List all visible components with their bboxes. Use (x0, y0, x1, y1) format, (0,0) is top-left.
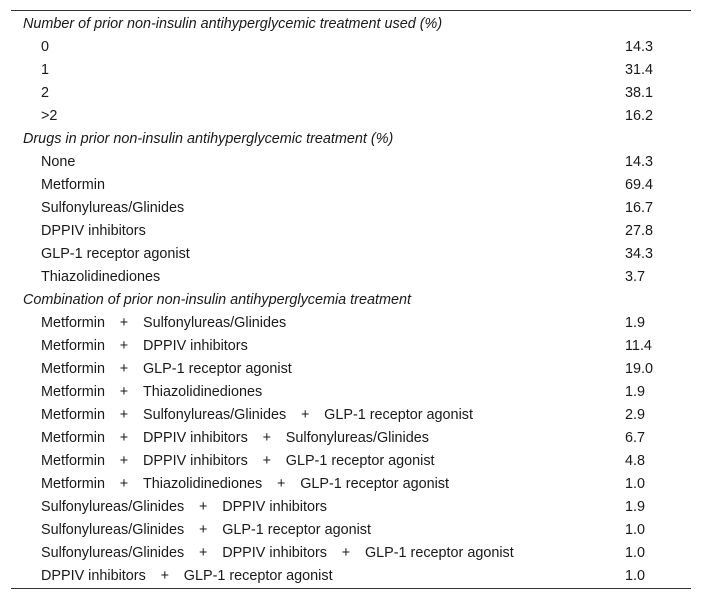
table-row (11, 404, 691, 427)
table-row (11, 151, 691, 174)
drug-name: GLP-1 receptor agonist (285, 453, 435, 469)
table-row (11, 266, 691, 289)
row-value: 1.0 (625, 568, 646, 584)
plus-separator: + (262, 430, 271, 446)
drug-name: GLP-1 receptor agonist (222, 522, 371, 538)
drug-name: GLP-1 receptor agonist (142, 361, 292, 377)
row-label (41, 312, 286, 335)
plus-separator: + (119, 315, 129, 331)
plus-separator: + (119, 384, 129, 400)
drug-name: Metformin (41, 407, 105, 423)
table-row (11, 335, 691, 358)
drug-name: GLP-1 receptor agonist (364, 545, 514, 561)
drug-name: Sulfonylureas/Glinides (41, 545, 185, 561)
section-header: Combination of prior non-insulin antihyperglycemia treatment (23, 292, 411, 308)
section-header: Number of prior non-insulin antihyperglycemic treatment used (%) (23, 16, 443, 32)
row-label: 1 (41, 62, 50, 78)
drug-name: Metformin (41, 476, 105, 492)
row-value: 2.9 (625, 407, 646, 423)
plus-separator: + (160, 568, 169, 584)
table-row (11, 496, 691, 519)
plus-separator: + (262, 453, 271, 469)
table-row (11, 197, 691, 220)
row-label (41, 496, 327, 519)
row-value: 14.3 (625, 39, 654, 55)
drug-name: Thiazolidinediones (142, 384, 263, 400)
drug-name: Metformin (41, 361, 105, 377)
row-value: 1.0 (625, 476, 646, 492)
table-row (11, 358, 691, 381)
drug-name: DPPIV inhibitors (222, 545, 327, 561)
row-label: Thiazolidinediones (41, 269, 161, 285)
row-value: 1.0 (625, 545, 646, 561)
plus-separator: + (119, 430, 129, 446)
row-value: 16.7 (625, 200, 654, 216)
row-value: 1.9 (625, 384, 646, 400)
row-label: None (41, 154, 76, 170)
drug-name: Metformin (41, 453, 105, 469)
row-value: 14.3 (625, 154, 654, 170)
row-value: 38.1 (625, 85, 654, 101)
table-row (11, 381, 691, 404)
drug-name: DPPIV inhibitors (142, 453, 248, 469)
drug-name: Metformin (41, 338, 105, 354)
table-row (11, 427, 691, 450)
row-label: 0 (41, 39, 50, 55)
row-value: 19.0 (625, 361, 654, 377)
row-label (41, 542, 514, 565)
row-label (41, 335, 248, 358)
drug-name: Sulfonylureas/Glinides (285, 430, 429, 446)
drug-name: Metformin (41, 315, 105, 331)
row-value: 1.9 (625, 499, 646, 515)
row-label (41, 404, 473, 427)
drug-name: DPPIV inhibitors (142, 430, 248, 446)
plus-separator: + (198, 522, 208, 538)
row-value: 69.4 (625, 177, 654, 193)
table-row (11, 243, 691, 266)
drug-name: DPPIV inhibitors (222, 499, 327, 515)
treatment-table (11, 10, 691, 589)
table-row (11, 450, 691, 473)
plus-separator: + (119, 361, 129, 377)
row-label (41, 381, 262, 404)
table-row (11, 174, 691, 197)
plus-separator: + (300, 407, 310, 423)
table-row (11, 105, 691, 128)
drug-name: GLP-1 receptor agonist (300, 476, 449, 492)
table-row (11, 565, 691, 588)
table-row (11, 220, 691, 243)
plus-separator: + (341, 545, 351, 561)
row-value: 3.7 (625, 269, 646, 285)
drug-name: Sulfonylureas/Glinides (142, 407, 287, 423)
plus-separator: + (119, 407, 129, 423)
row-label: >2 (41, 108, 58, 124)
plus-separator: + (119, 476, 129, 492)
row-label: GLP-1 receptor agonist (41, 246, 190, 262)
drug-name: Metformin (41, 430, 105, 446)
row-label: 2 (41, 85, 50, 101)
row-label: DPPIV inhibitors (41, 223, 146, 239)
row-label (41, 519, 371, 542)
row-label (41, 427, 429, 450)
row-label: Metformin (41, 177, 105, 193)
table-row (11, 473, 691, 496)
row-value: 34.3 (625, 246, 654, 262)
drug-name: Thiazolidinediones (142, 476, 263, 492)
row-label (41, 450, 435, 473)
section-header: Drugs in prior non-insulin antihyperglycemic treatment (%) (23, 131, 394, 147)
drug-name: Sulfonylureas/Glinides (41, 522, 185, 538)
row-value: 6.7 (625, 430, 646, 446)
row-value: 16.2 (625, 108, 654, 124)
table-row (11, 82, 691, 105)
plus-separator: + (119, 338, 129, 354)
row-label (41, 358, 292, 381)
table-row (11, 519, 691, 542)
table-row (11, 59, 691, 82)
row-value: 27.8 (625, 223, 654, 239)
plus-separator: + (198, 499, 208, 515)
plus-separator: + (119, 453, 129, 469)
row-value: 4.8 (625, 453, 646, 469)
row-label: Sulfonylureas/Glinides (41, 200, 185, 216)
drug-name: GLP-1 receptor agonist (183, 568, 333, 584)
drug-name: GLP-1 receptor agonist (324, 407, 473, 423)
row-value: 1.9 (625, 315, 646, 331)
table-row (11, 36, 691, 59)
row-label (41, 473, 449, 496)
row-value: 31.4 (625, 62, 654, 78)
drug-name: DPPIV inhibitors (142, 338, 248, 354)
drug-name: Metformin (41, 384, 105, 400)
row-label (41, 565, 333, 588)
drug-name: Sulfonylureas/Glinides (41, 499, 185, 515)
plus-separator: + (276, 476, 286, 492)
drug-name: DPPIV inhibitors (41, 568, 146, 584)
table-row (11, 542, 691, 565)
row-value: 1.0 (625, 522, 646, 538)
table-row (11, 312, 691, 335)
plus-separator: + (198, 545, 208, 561)
row-value: 11.4 (625, 338, 652, 354)
drug-name: Sulfonylureas/Glinides (142, 315, 287, 331)
